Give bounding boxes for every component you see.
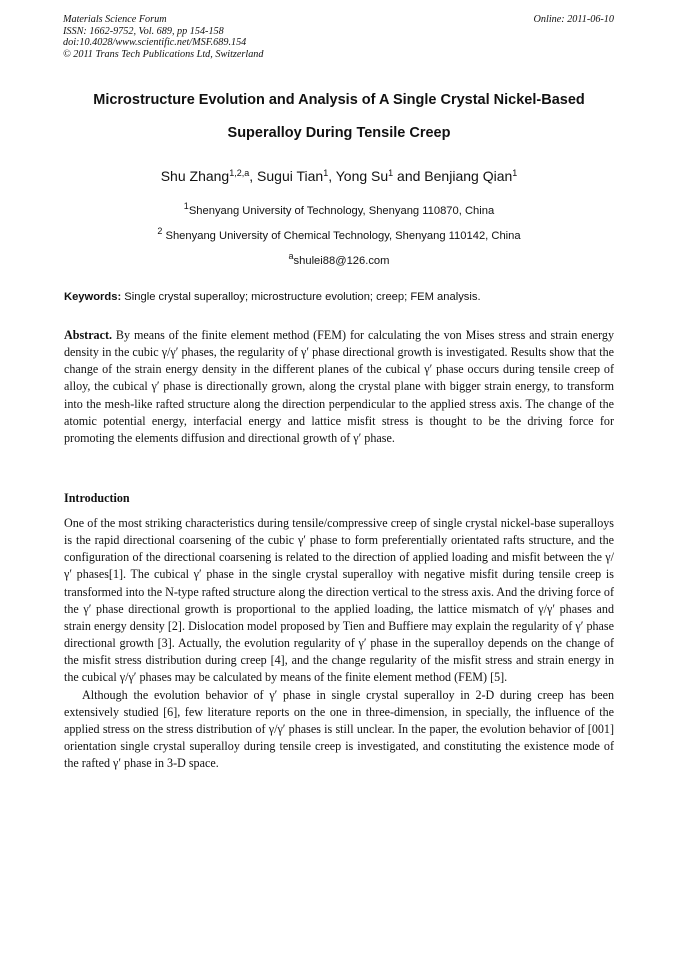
abstract-section [64, 327, 614, 447]
keywords-text: Single crystal superalloy; microstructure evolution; creep; FEM analysis. [121, 291, 481, 303]
affiliation-2 [50, 226, 628, 243]
author-email [50, 251, 628, 268]
abstract-label: Abstract. [64, 328, 113, 342]
affiliation-mark: 2 [157, 226, 163, 236]
copyright-line: © 2011 Trans Tech Publications Ltd, Switzerland [63, 48, 264, 60]
author-name: , Sugui Tian [249, 168, 324, 184]
keywords-section [64, 290, 616, 304]
author-list [50, 167, 628, 185]
author-affiliation-mark: 1 [512, 168, 518, 178]
affiliation-text: Shenyang University of Technology, Shenyang 110870, China [188, 205, 495, 217]
keywords-label: Keywords: [64, 291, 122, 303]
affiliation-text: Shenyang University of Chemical Technology, Shenyang 110142, China [162, 230, 521, 242]
online-date: Online: 2011-06-10 [533, 14, 614, 25]
intro-paragraph-1: One of the most striking characteristics during tensile/compressive creep of single crystal nickel-base superalloys is the rapid directional coarsening of the cubic γ′ phase to form preferentially orientated rafts structure, and the configuration of the directional coarsening is related to the direction of applied loading and misfit between the γ/γ′ phases[1]. The cubical γ′ phase in the single crystal superalloy with negative misfit during tensile creep is transformed into the N-type rafted structure along the direction vertical to the stress axis. And the driving force of the γ′ phase directional growth is proportional to the applied loading, the lattice mismatch of γ/γ′ phases and strain energy density [2]. Dislocation model proposed by Tien and Buffiere may explain the regularity of γ′ phase directional growth [3]. Actually, the evolution regularity of γ′ phase in the superalloy depends on the change of the misfit stress distribution during creep [4], and the change regularity of the misfit stress and strain energy in the cubical γ/γ′ phases may be calculated by means of the finite element method (FEM) [5]. [64, 516, 614, 685]
paper-title [50, 84, 628, 150]
author-name: and Benjiang Qian [393, 168, 513, 184]
title-line-2: Superalloy During Tensile Creep [227, 125, 451, 141]
abstract-paragraph [64, 327, 614, 447]
affiliation-1 [50, 201, 628, 218]
affiliation-mark: 1 [183, 201, 189, 211]
intro-paragraph-2: Although the evolution behavior of γ′ phase in single crystal superalloy in 2-D during creep has been extensively studied [6], few literature reports on the one in three-dimension, in specially, the influence of the applied stress on the stress distribution of γ/γ′ phases is still unclear. In the paper, the evolution behavior of [001] orientation single crystal superalloy during tensile creep is investigated, and constituting the existence mode of the rafted γ′ phase in 3-D space. [64, 687, 614, 771]
introduction-body [64, 515, 614, 772]
doi-line: doi:10.4028/www.scientific.net/MSF.689.154 [63, 37, 247, 49]
author-affiliation-mark: 1 [388, 168, 394, 178]
journal-name: Materials Science Forum [63, 14, 167, 25]
title-line-1: Microstructure Evolution and Analysis of A Single Crystal Nickel-Based [93, 92, 585, 108]
author-name: Shu Zhang [160, 168, 230, 184]
author-affiliation-mark: 1,2,a [229, 168, 250, 178]
journal-header [63, 14, 263, 60]
email-text: shulei88@126.com [293, 255, 390, 267]
author-affiliation-mark: 1 [323, 168, 329, 178]
section-heading-introduction: Introduction [64, 491, 130, 505]
issn-line: ISSN: 1662-9752, Vol. 689, pp 154-158 [63, 25, 224, 37]
email-mark: a [288, 251, 294, 261]
abstract-text: By means of the finite element method (FEM) for calculating the von Mises stress and strain energy density in the cubic γ/γ′ phases, the regularity of γ′ phase directional growth is investigated. Results show that the change of the strain energy density in the different planes of the cubical γ′ phase occurs during tensile creep of alloy, the cubical γ′ phase is directionally grown, along the crystal plane with bigger strain energy, to transform into the mesh-like rafted structure along the direction perpendicular to the applied stress axis. The change of the atomic potential energy, interfacial energy and lattice misfit stress is thought to be the driving force for promoting the elements diffusion and directional growth of γ′ phase. [64, 328, 614, 445]
author-name: , Yong Su [328, 168, 389, 184]
